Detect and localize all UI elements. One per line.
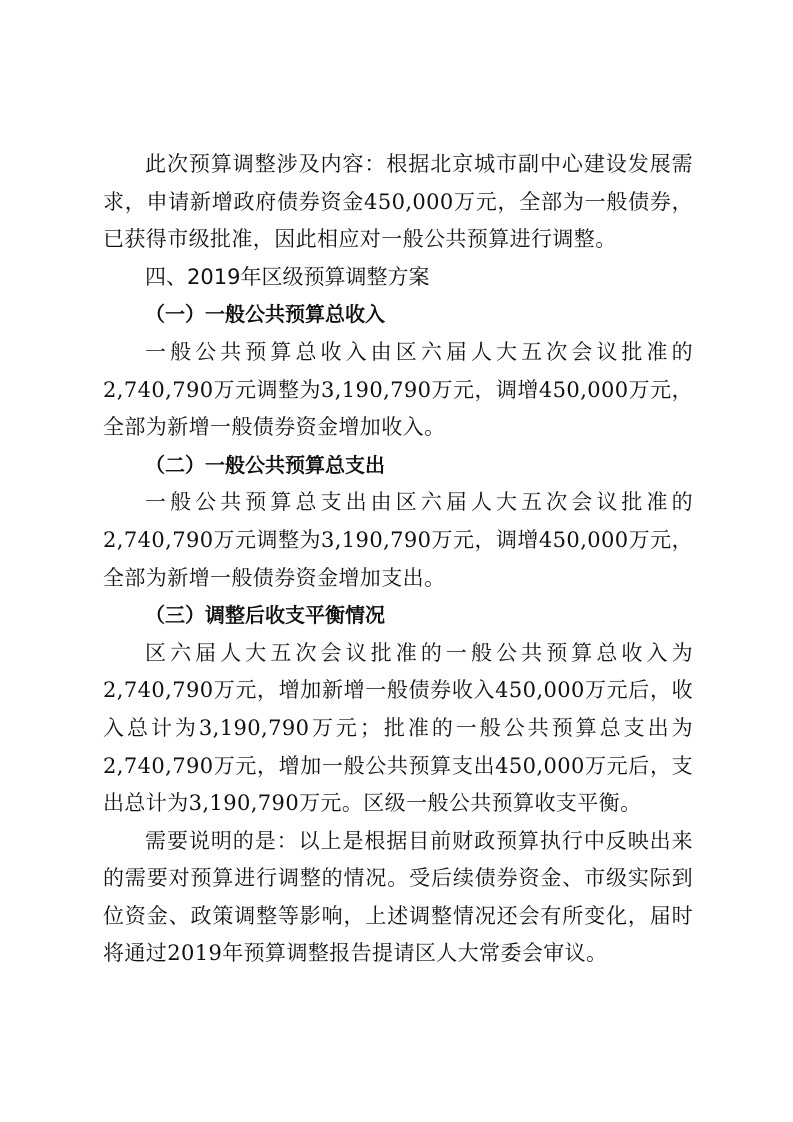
- paragraph-total-expenditure: 一般公共预算总支出由区六届人大五次会议批准的2,740,790万元调整为3,190,790万元，调增450,000万元，全部为新增一般债券资金增加支出。: [103, 490, 693, 590]
- paragraph-note: 需要说明的是：以上是根据目前财政预算执行中反映出来的需要对预算进行调整的情况。受后续债券资金、市级实际到位资金、政策调整等影响，上述调整情况还会有所变化，届时将通过2019年预算调整报告提请区人大常委会审议。: [103, 828, 693, 966]
- subheading-balance: （三）调整后收支平衡情况: [145, 603, 385, 628]
- subheading-total-revenue: （一）一般公共预算总收入: [145, 302, 385, 327]
- document-body: [103, 146, 693, 973]
- section-heading-adjustment-plan: 四、2019年区级预算调整方案: [145, 264, 430, 289]
- paragraph-balance: 区六届人大五次会议批准的一般公共预算总收入为2,740,790万元，增加新增一般债券收入450,000万元后，收入总计为3,190,790万元；批准的一般公共预算总支出为2,740,790万元，增加一般公共预算支出450,000万元后，支出总计为3,190,790万元。区级一般公共预算收支平衡。: [103, 640, 693, 816]
- subheading-total-expenditure: （二）一般公共预算总支出: [145, 452, 385, 477]
- paragraph-adjustment-content: 此次预算调整涉及内容：根据北京城市副中心建设发展需求，申请新增政府债券资金450,000万元，全部为一般债券，已获得市级批准，因此相应对一般公共预算进行调整。: [103, 152, 693, 252]
- paragraph-total-revenue: 一般公共预算总收入由区六届人大五次会议批准的2,740,790万元调整为3,190,790万元，调增450,000万元，全部为新增一般债券资金增加收入。: [103, 339, 693, 440]
